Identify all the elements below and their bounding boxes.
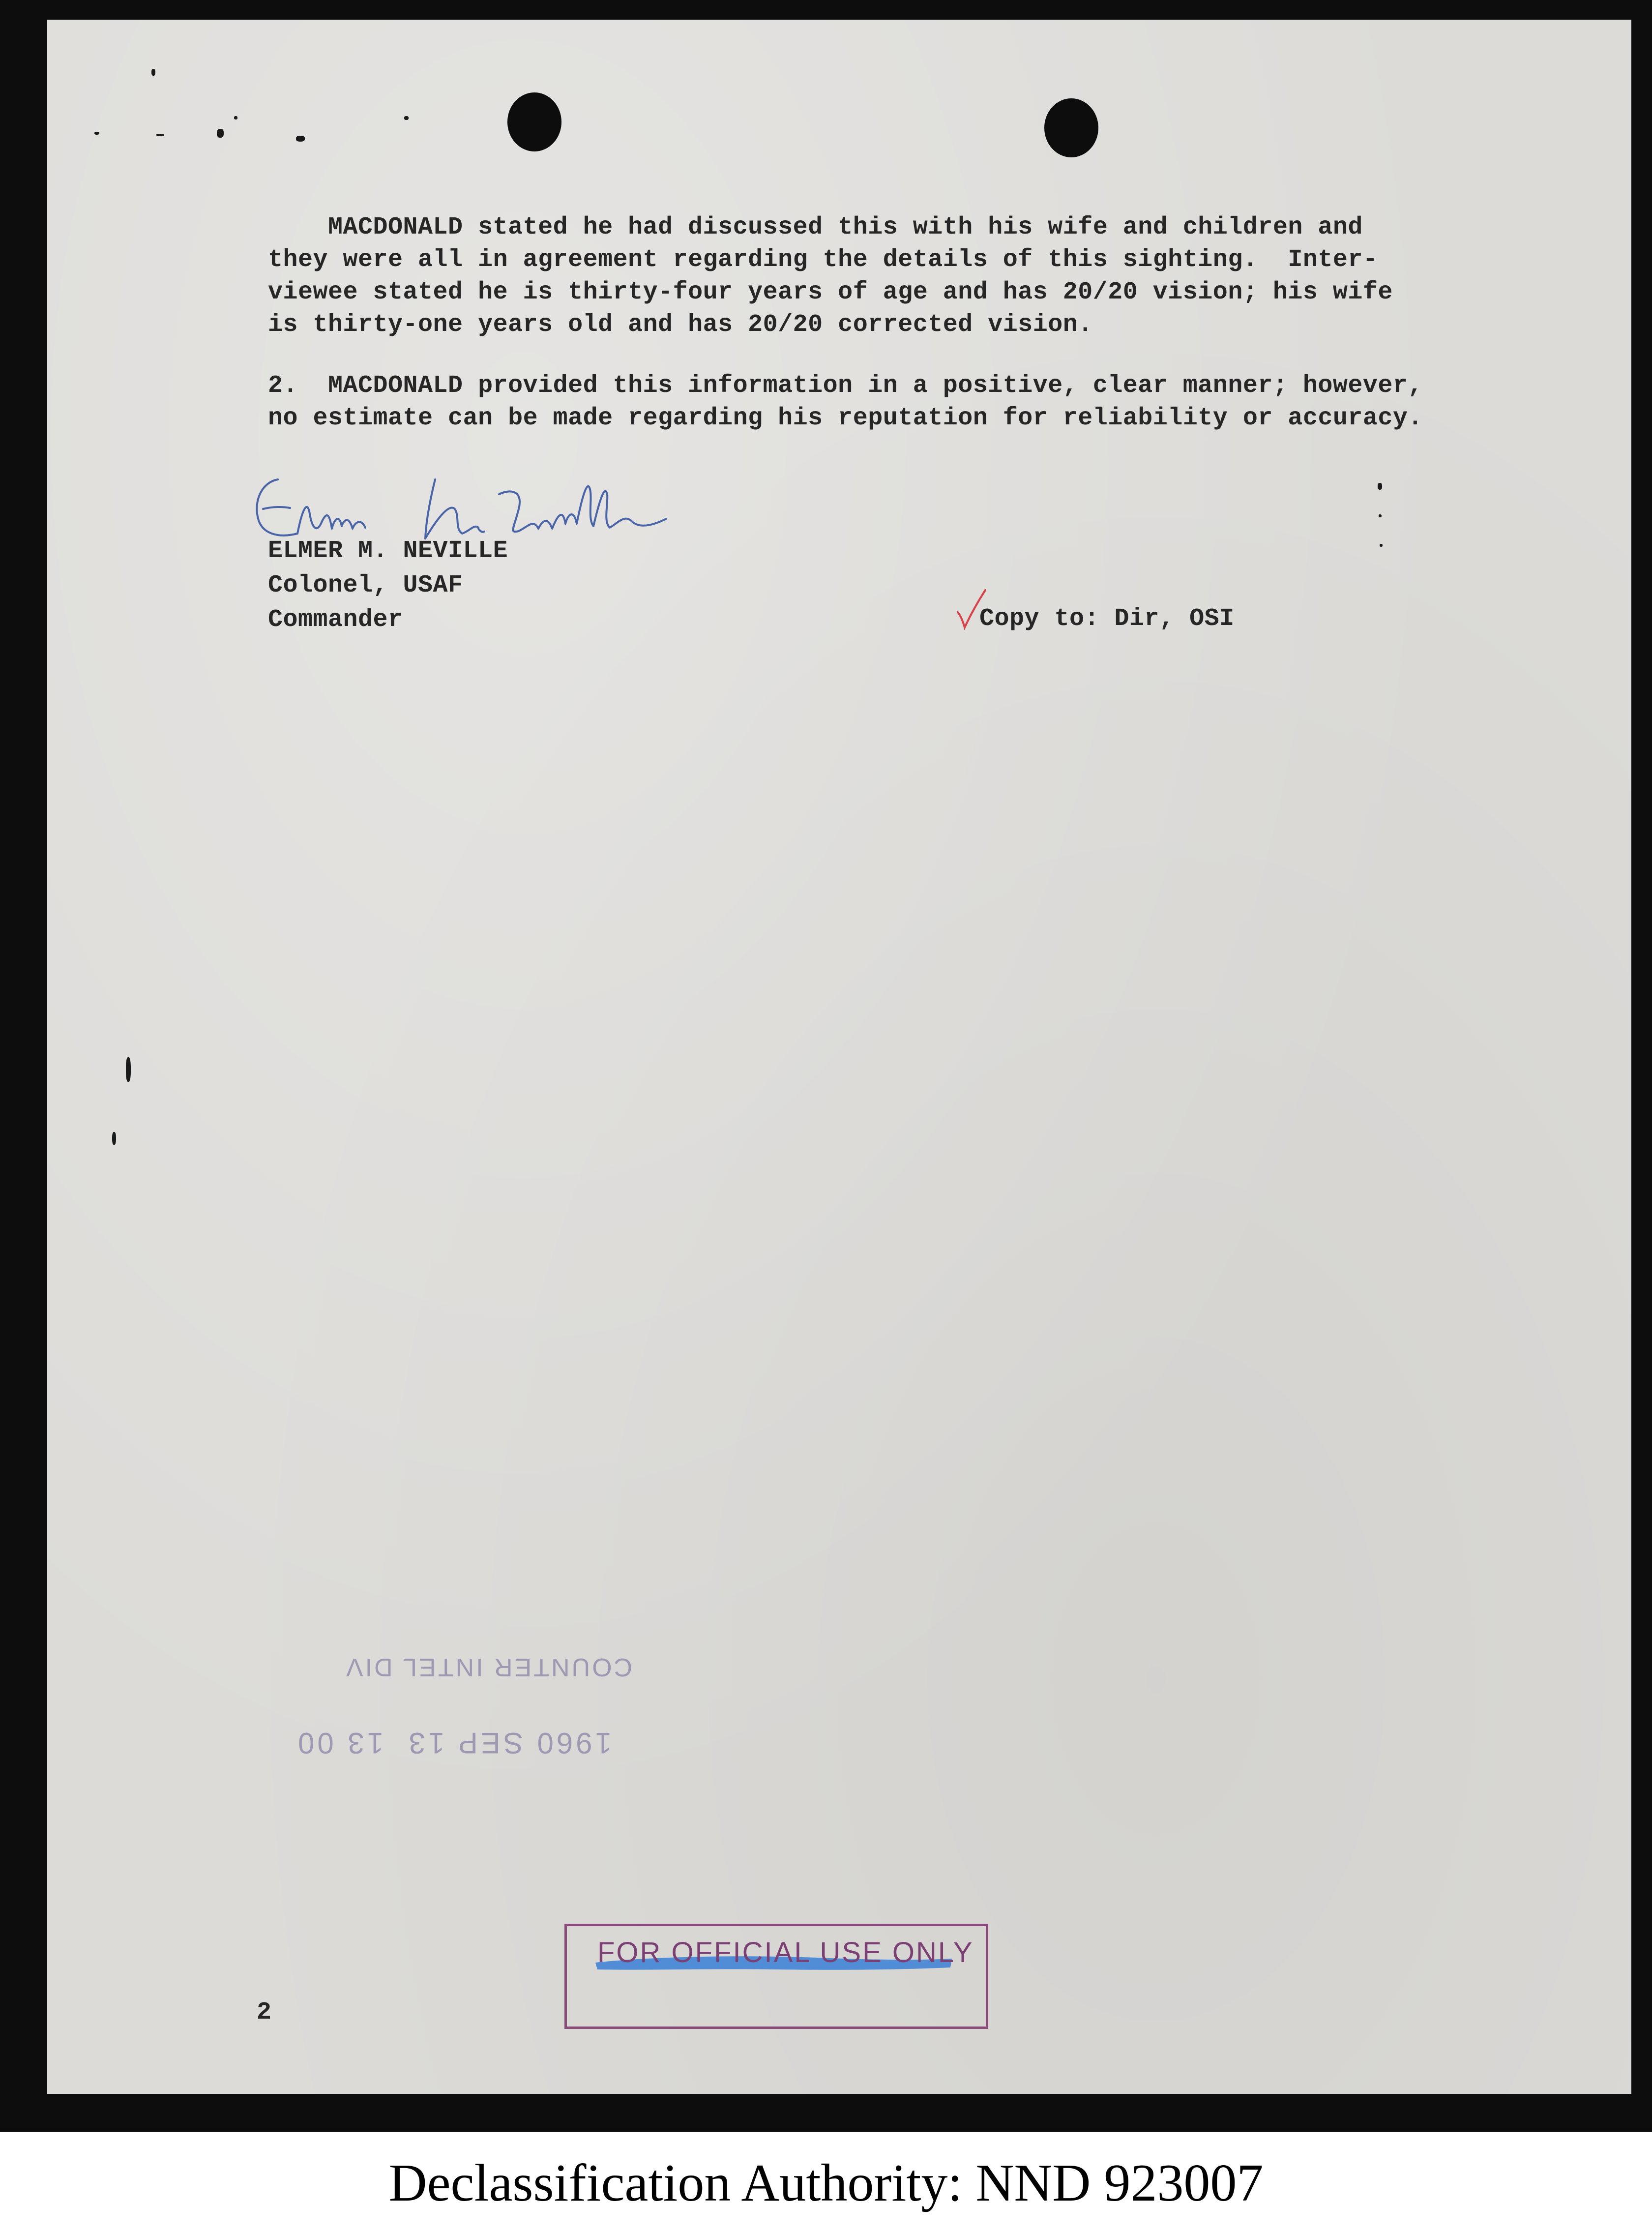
signer-name: ELMER M. NEVILLE xyxy=(268,537,508,565)
classification-text: FOR OFFICIAL USE ONLY xyxy=(597,1937,974,1968)
received-date-stamp: 1960 SEP 13 13 00 xyxy=(295,1727,612,1759)
paragraph-1 xyxy=(268,211,1393,341)
declassification-footer: Declassification Authority: NND 923007 xyxy=(388,2154,1264,2212)
speck xyxy=(1380,544,1383,547)
para1-line: is thirty-one years old and has 20/20 corrected vision. xyxy=(268,311,1093,339)
speck xyxy=(1378,483,1382,490)
speck xyxy=(94,132,99,135)
speck xyxy=(156,134,164,136)
signature-block xyxy=(268,534,508,637)
speck xyxy=(112,1132,116,1145)
para1-line: MACDONALD stated he had discussed this with his wife and children and xyxy=(268,213,1363,241)
received-office-stamp: COUNTER INTEL DIV xyxy=(344,1653,633,1681)
punch-hole-right xyxy=(1044,98,1098,157)
para1-line: viewee stated he is thirty-four years of age and has 20/20 vision; his wife xyxy=(268,278,1393,306)
para2-line: 2. MACDONALD provided this information in a positive, clear manner; however, xyxy=(268,372,1423,400)
page-number: 2 xyxy=(257,1998,272,2026)
speck xyxy=(296,136,305,142)
speck xyxy=(404,116,409,120)
speck xyxy=(234,116,237,119)
signer-rank: Colonel, USAF xyxy=(268,571,463,599)
speck xyxy=(126,1057,131,1082)
paragraph-2 xyxy=(268,370,1423,435)
speck xyxy=(217,129,224,138)
punch-hole-left xyxy=(507,92,561,151)
para1-line: they were all in agreement regarding the details of this sighting. Inter- xyxy=(268,246,1378,274)
signer-title: Commander xyxy=(268,606,403,634)
classification-stamp xyxy=(564,1924,988,2029)
speck xyxy=(151,69,155,76)
para2-line: no estimate can be made regarding his reputation for reliability or accuracy. xyxy=(268,404,1423,432)
copy-to-line: Copy to: Dir, OSI xyxy=(979,605,1235,633)
speck xyxy=(1379,514,1382,517)
